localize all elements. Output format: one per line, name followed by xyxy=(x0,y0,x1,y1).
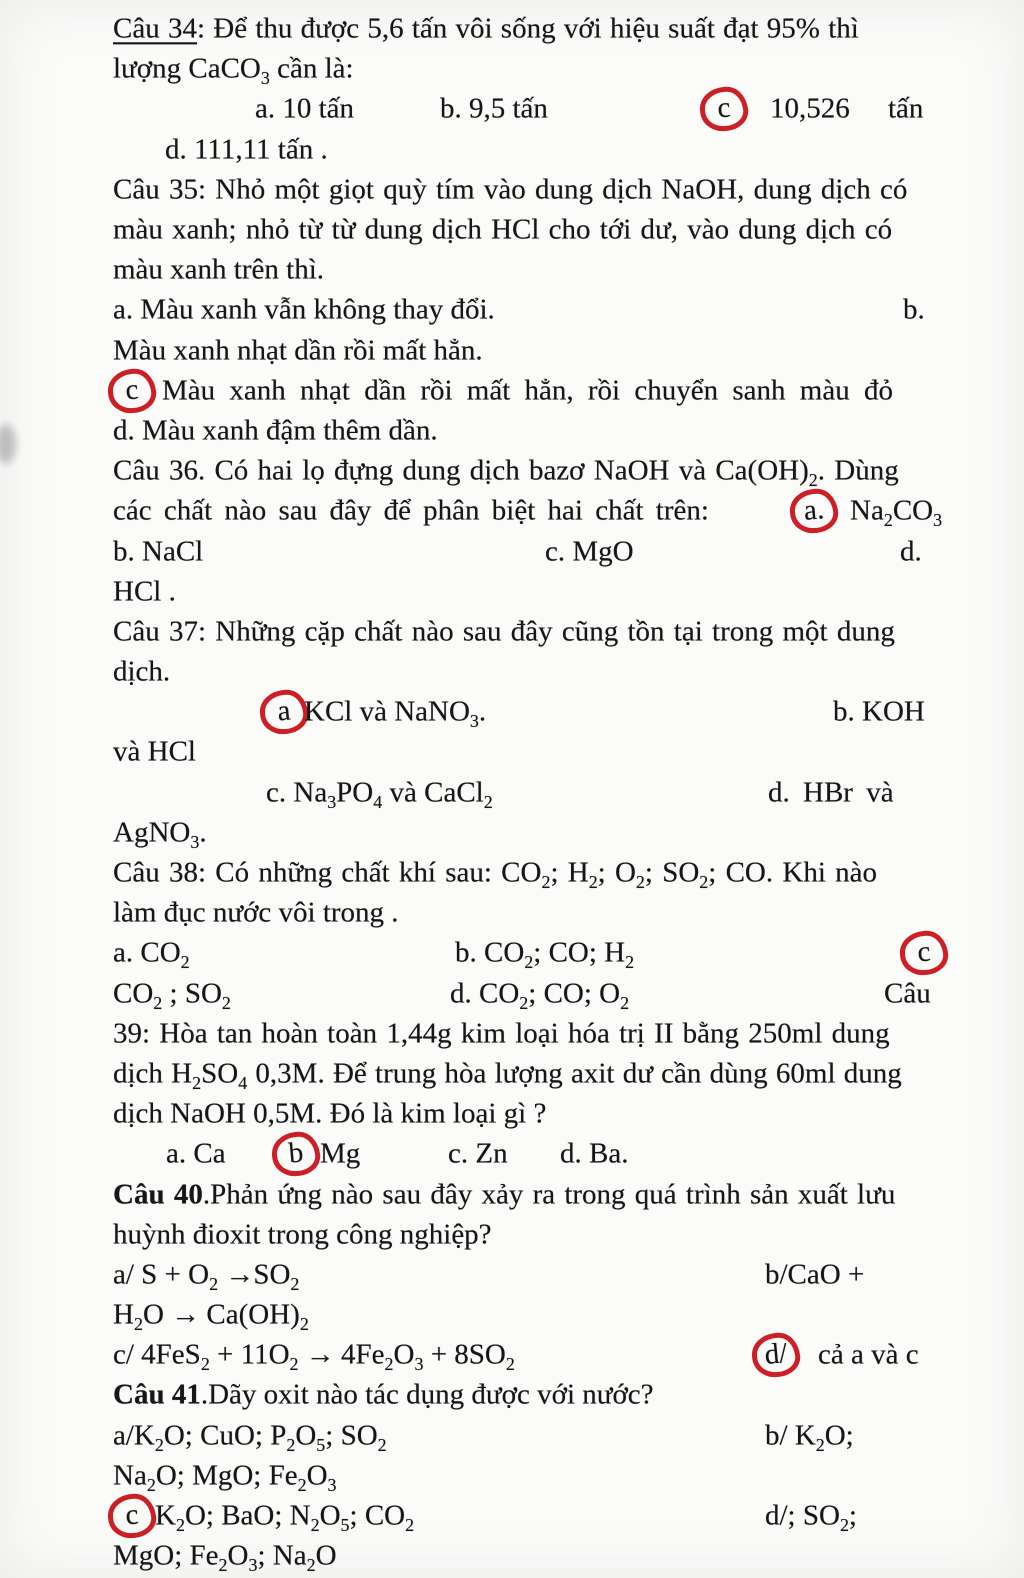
text-run: d. 111,11 tấn . xyxy=(165,132,328,165)
circled-answer-letter: a xyxy=(276,695,292,729)
text-segment xyxy=(765,1499,857,1536)
answer-circle-annotation xyxy=(270,1130,322,1178)
text-run: dịch NaOH 0,5M. Đó là kim loại gì ? xyxy=(113,1097,547,1130)
text-segment xyxy=(113,575,176,608)
text-line xyxy=(0,1054,1024,1094)
text-run: Câu xyxy=(884,976,931,1009)
circled-answer-letter: c xyxy=(916,936,932,970)
text-segment xyxy=(166,1138,226,1171)
text-line xyxy=(0,652,1024,692)
text-segment xyxy=(440,93,548,126)
text-run: a. $CO_2$ xyxy=(113,936,190,973)
text-line xyxy=(0,1174,1024,1214)
text-line xyxy=(0,572,1024,612)
answer-circle-annotation xyxy=(106,1492,158,1540)
text-segment xyxy=(903,294,925,327)
text-line xyxy=(0,411,1024,451)
text-segment xyxy=(113,1057,902,1094)
text-line xyxy=(0,1496,1024,1536)
text-run: d. HBr và xyxy=(768,775,894,808)
text-run: .Phản ứng nào sau đây xảy ra trong quá trình sản xuất lưu xyxy=(202,1177,896,1210)
text-run: $Na_2O$; MgO; $Fe_2O_3$ xyxy=(113,1459,337,1495)
text-run: Màu xanh nhạt dần rồi mất hẳn. xyxy=(113,333,483,366)
text-run: màu xanh; nhỏ từ từ dung dịch HCl cho tới dư, vào dung dịch có xyxy=(113,213,893,246)
text-segment xyxy=(113,736,196,769)
text-run: d. xyxy=(900,534,922,567)
text-segment xyxy=(770,93,850,126)
text-segment xyxy=(560,1138,628,1171)
text-line xyxy=(0,692,1024,732)
text-segment xyxy=(113,1338,515,1375)
circled-answer-letter: c xyxy=(716,92,732,126)
text-run: b. KOH xyxy=(833,695,925,728)
text-run: a. 10 tấn xyxy=(255,92,355,125)
text-segment xyxy=(113,414,438,447)
text-segment xyxy=(113,1379,654,1412)
text-run: 39: Hòa tan hoàn toàn 1,44g kim loại hóa trị II bằng 250ml dung xyxy=(113,1017,890,1050)
text-run: $a/K_2O$; CuO; $P_2O_5$; $SO_2$ xyxy=(113,1418,387,1455)
answer-circle-annotation xyxy=(898,929,950,977)
text-segment xyxy=(900,535,922,568)
text-segment xyxy=(165,133,328,166)
text-run: b. $CO_2$; CO; $H_2$ xyxy=(455,936,635,973)
text-line xyxy=(0,933,1024,973)
text-run: Câu 41 xyxy=(113,1378,201,1411)
answer-circle-annotation xyxy=(258,688,310,736)
text-segment xyxy=(320,1138,360,1171)
text-run: Mg xyxy=(320,1137,361,1170)
text-run: a. Ca xyxy=(166,1137,226,1170)
text-line xyxy=(0,893,1024,933)
reaction-arrow: → xyxy=(225,1258,254,1291)
text-run: a. Màu xanh vẫn không thay đổi. xyxy=(113,293,495,326)
text-line xyxy=(0,371,1024,411)
text-segment xyxy=(113,897,399,930)
text-segment xyxy=(113,1258,300,1295)
text-segment xyxy=(113,1218,492,1251)
text-segment xyxy=(113,535,203,568)
text-segment xyxy=(455,936,635,973)
reaction-arrow: → xyxy=(305,1338,334,1371)
text-run: làm đục nước vôi trong . xyxy=(113,896,399,929)
text-line xyxy=(0,1255,1024,1295)
text-segment xyxy=(833,696,925,729)
text-segment xyxy=(450,976,630,1013)
text-line xyxy=(0,9,1024,49)
text-segment xyxy=(884,977,931,1010)
text-segment xyxy=(113,1097,546,1130)
text-run: d. Màu xanh đậm thêm dần. xyxy=(113,414,438,447)
circled-answer-letter: c xyxy=(124,1498,140,1532)
circled-answer-letter: c xyxy=(124,373,140,407)
text-run: Câu 40 xyxy=(113,1177,203,1210)
text-run: KCl và NaNO$_3$. xyxy=(304,695,487,732)
text-line xyxy=(0,1094,1024,1134)
text-segment xyxy=(113,615,895,648)
text-line xyxy=(0,612,1024,652)
text-segment xyxy=(255,93,354,126)
text-segment xyxy=(888,93,923,126)
text-segment xyxy=(113,495,709,528)
text-segment xyxy=(113,254,324,287)
text-segment xyxy=(448,1138,508,1171)
text-run: tấn xyxy=(888,92,924,125)
text-segment xyxy=(113,1298,309,1335)
text-segment xyxy=(113,856,877,893)
reaction-arrow: → xyxy=(171,1298,200,1331)
text-run: 10,526 xyxy=(770,92,850,125)
answer-circle-annotation xyxy=(106,367,158,415)
text-segment xyxy=(113,294,495,327)
text-segment xyxy=(768,776,894,809)
text-line xyxy=(0,813,1024,853)
text-segment xyxy=(113,1017,890,1050)
text-run: b. 9,5 tấn xyxy=(440,92,548,125)
text-segment xyxy=(155,1499,415,1536)
text-line xyxy=(0,974,1024,1014)
text-run: lượng CaCO$_3$ cần là: xyxy=(113,52,354,89)
text-run: màu xanh trên thì. xyxy=(113,253,325,286)
text-run: MgO; $Fe_2O_3$; $Na_2O$ xyxy=(113,1539,337,1576)
text-run: cả a và c xyxy=(818,1338,919,1371)
text-segment xyxy=(113,52,354,89)
text-run: : Để thu được 5,6 tấn vôi sống với hiệu suất đạt 95% thì xyxy=(196,12,859,45)
circled-answer-letter: b xyxy=(287,1137,305,1171)
text-segment xyxy=(113,12,859,45)
answer-circle-annotation xyxy=(750,1331,802,1379)
text-run: Câu 35: Nhỏ một giọt quỳ tím vào dung dịch NaOH, dung dịch có xyxy=(113,173,908,206)
text-segment xyxy=(113,213,892,246)
text-line xyxy=(0,170,1024,210)
text-line xyxy=(0,130,1024,170)
text-run: c. $Na_3PO_4$ và CaCl$_2$ xyxy=(266,775,493,812)
text-line xyxy=(0,853,1024,893)
text-run: $H_2O \to Ca(OH)_2$ xyxy=(113,1298,309,1335)
text-run: Câu 36. Có hai lọ đựng dung dịch bazơ NaOH và $Ca(OH)_2$. Dùng xyxy=(113,454,899,491)
text-line xyxy=(0,1536,1024,1576)
text-line xyxy=(0,491,1024,531)
text-segment xyxy=(113,334,483,367)
text-run: c/ $4FeS_2 + 11O_2 \to 4Fe_2O_3 + 8SO_2$ xyxy=(113,1338,515,1375)
text-run: $Na_2CO_3$ xyxy=(850,494,943,531)
answer-circle-annotation xyxy=(698,85,750,133)
text-segment xyxy=(545,535,634,568)
text-run: Câu 34 xyxy=(113,12,197,45)
text-run: Màu xanh nhạt dần rồi mất hẳn, rồi chuyển sanh màu đỏ xyxy=(162,374,893,407)
text-run: b/ $K_2O$; xyxy=(765,1418,854,1455)
text-line xyxy=(0,1456,1024,1496)
text-line xyxy=(0,773,1024,813)
text-line xyxy=(0,89,1024,129)
text-run: c. MgO xyxy=(545,534,634,567)
text-segment xyxy=(113,1418,387,1455)
text-line xyxy=(0,1215,1024,1255)
text-run: Câu 38: Có những chất khí sau: $CO_2$; $H_2$; $O_2$; $SO_2$; CO. Khi nào xyxy=(113,856,877,893)
text-run: c. Zn xyxy=(448,1137,508,1170)
text-run: b/CaO + xyxy=(765,1258,865,1291)
answer-circle-annotation xyxy=(788,487,840,535)
text-run: .Dãy oxit nào tác dụng được với nước? xyxy=(200,1378,654,1411)
text-run: AgNO$_3$. xyxy=(113,816,207,852)
text-line xyxy=(0,1295,1024,1335)
text-line xyxy=(0,1335,1024,1375)
text-line xyxy=(0,331,1024,371)
circled-answer-letter: d/ xyxy=(763,1337,789,1372)
text-segment xyxy=(818,1339,919,1372)
text-run: HCl . xyxy=(113,575,176,608)
text-segment xyxy=(765,1418,854,1455)
text-line xyxy=(0,732,1024,772)
circled-answer-letter: a. xyxy=(802,493,826,528)
text-run: các chất nào sau đây để phân biệt hai chất trên: xyxy=(113,494,709,527)
text-line xyxy=(0,210,1024,250)
text-segment xyxy=(113,1459,337,1495)
text-segment xyxy=(113,1178,895,1211)
text-segment xyxy=(266,775,493,812)
text-run: d. Ba. xyxy=(560,1137,629,1170)
text-segment xyxy=(113,816,207,852)
text-run: b. NaCl xyxy=(113,534,204,567)
text-line xyxy=(0,1134,1024,1174)
text-line xyxy=(0,290,1024,330)
text-run: Câu 37: Những cặp chất nào sau đây cũng tồn tại trong một dung xyxy=(113,615,895,648)
text-run: b. xyxy=(903,293,925,326)
text-segment xyxy=(113,936,190,973)
text-run: $CO_2$ ; $SO_2$ xyxy=(113,976,231,1013)
text-segment xyxy=(850,494,943,531)
text-segment xyxy=(113,454,899,491)
text-segment xyxy=(113,1539,337,1576)
text-run: $K_2O$; BaO; $N_2O_5$; $CO_2$ xyxy=(155,1499,415,1536)
text-segment xyxy=(304,695,487,732)
text-line xyxy=(0,1416,1024,1456)
text-line xyxy=(0,451,1024,491)
text-run: dịch. xyxy=(113,655,171,688)
text-run: và HCl xyxy=(113,735,196,768)
text-line xyxy=(0,250,1024,290)
text-run: a/ $S + O_2 \to SO_2$ xyxy=(113,1258,300,1295)
text-line xyxy=(0,531,1024,571)
text-line xyxy=(0,1014,1024,1054)
text-line xyxy=(0,49,1024,89)
text-segment xyxy=(113,655,170,688)
text-run: dịch $H_2SO_4$ 0,3M. Để trung hòa lượng axit dư cần dùng 60ml dung xyxy=(113,1057,902,1094)
text-segment xyxy=(162,374,893,407)
text-run: d/; $SO_2$; xyxy=(765,1499,857,1536)
text-line xyxy=(0,1375,1024,1415)
text-segment xyxy=(765,1258,864,1291)
text-run: huỳnh đioxit trong công nghiệp? xyxy=(113,1218,492,1251)
text-segment xyxy=(113,976,231,1013)
text-run: d. $CO_2$; CO; $O_2$ xyxy=(450,976,630,1013)
text-segment xyxy=(113,173,907,206)
